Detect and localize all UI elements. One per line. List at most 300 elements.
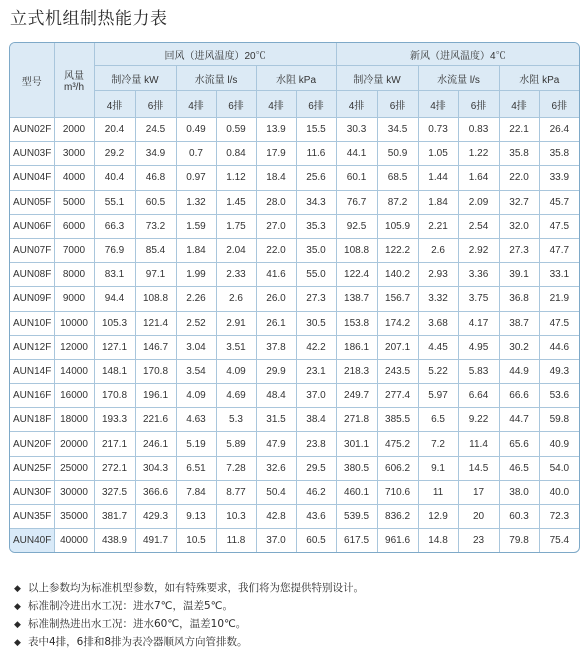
airflow-cell: 40000 [54, 529, 94, 553]
value-cell: 22.0 [256, 238, 296, 262]
value-cell: 83.1 [94, 263, 135, 287]
model-cell: AUN40F [10, 529, 54, 553]
value-cell: 617.5 [336, 529, 377, 553]
value-cell: 7.84 [176, 480, 216, 504]
value-cell: 105.3 [94, 311, 135, 335]
value-cell: 60.5 [296, 529, 336, 553]
model-header: 型号 [10, 43, 54, 118]
value-cell: 28.0 [256, 190, 296, 214]
value-cell: 429.3 [135, 505, 176, 529]
value-cell: 221.6 [135, 408, 176, 432]
value-cell: 10.3 [216, 505, 256, 529]
value-cell: 138.7 [336, 287, 377, 311]
value-cell: 1.75 [216, 214, 256, 238]
value-cell: 5.89 [216, 432, 256, 456]
value-cell: 140.2 [377, 263, 418, 287]
value-cell: 45.7 [539, 190, 579, 214]
value-cell: 44.6 [539, 335, 579, 359]
value-cell: 26.1 [256, 311, 296, 335]
return-air-header: 回风（进风温度）20℃ [94, 43, 336, 66]
table-row [10, 408, 579, 432]
value-cell: 31.5 [256, 408, 296, 432]
value-cell: 15.5 [296, 118, 336, 142]
note-text: 标准制冷进出水工况：进水7℃，温差5℃。 [28, 600, 233, 612]
value-cell: 1.64 [458, 166, 499, 190]
value-cell: 7.28 [216, 456, 256, 480]
value-cell: 35.8 [539, 142, 579, 166]
value-cell: 1.44 [418, 166, 458, 190]
value-cell: 4.95 [458, 335, 499, 359]
table-row [10, 456, 579, 480]
value-cell: 35.3 [296, 214, 336, 238]
value-cell: 0.84 [216, 142, 256, 166]
return-water-resist-header: 水阻 kPa [256, 66, 336, 91]
value-cell: 97.1 [135, 263, 176, 287]
model-cell: AUN06F [10, 214, 54, 238]
table-row [10, 238, 579, 262]
value-cell: 0.7 [176, 142, 216, 166]
row6-header: 6排 [135, 91, 176, 118]
model-cell: AUN10F [10, 311, 54, 335]
value-cell: 108.8 [336, 238, 377, 262]
value-cell: 30.3 [336, 118, 377, 142]
note-item [14, 634, 364, 652]
value-cell: 32.7 [499, 190, 539, 214]
value-cell: 24.5 [135, 118, 176, 142]
value-cell: 37.0 [296, 384, 336, 408]
model-cell: AUN05F [10, 190, 54, 214]
value-cell: 11 [418, 480, 458, 504]
model-cell: AUN04F [10, 166, 54, 190]
value-cell: 6.5 [418, 408, 458, 432]
value-cell: 246.1 [135, 432, 176, 456]
table-row [10, 432, 579, 456]
value-cell: 76.9 [94, 238, 135, 262]
value-cell: 20 [458, 505, 499, 529]
note-item [14, 580, 364, 598]
value-cell: 2.09 [458, 190, 499, 214]
value-cell: 2.21 [418, 214, 458, 238]
value-cell: 72.3 [539, 505, 579, 529]
value-cell: 380.5 [336, 456, 377, 480]
value-cell: 156.7 [377, 287, 418, 311]
note-text: 表中4排，6排和8排为表冷器顺风方向管排数。 [28, 636, 248, 648]
value-cell: 3.54 [176, 359, 216, 383]
value-cell: 3.04 [176, 335, 216, 359]
value-cell: 38.0 [499, 480, 539, 504]
value-cell: 1.59 [176, 214, 216, 238]
value-cell: 29.2 [94, 142, 135, 166]
value-cell: 8.77 [216, 480, 256, 504]
value-cell: 186.1 [336, 335, 377, 359]
return-cooling-header: 制冷量 kW [94, 66, 176, 91]
value-cell: 27.3 [499, 238, 539, 262]
value-cell: 35.0 [296, 238, 336, 262]
airflow-cell: 18000 [54, 408, 94, 432]
model-cell: AUN02F [10, 118, 54, 142]
value-cell: 153.8 [336, 311, 377, 335]
airflow-header [54, 43, 94, 118]
value-cell: 40.4 [94, 166, 135, 190]
value-cell: 385.5 [377, 408, 418, 432]
fresh-water-resist-header: 水阻 kPa [499, 66, 579, 91]
value-cell: 9.1 [418, 456, 458, 480]
value-cell: 4.69 [216, 384, 256, 408]
airflow-cell: 16000 [54, 384, 94, 408]
value-cell: 1.05 [418, 142, 458, 166]
airflow-cell: 8000 [54, 263, 94, 287]
model-cell: AUN35F [10, 505, 54, 529]
value-cell: 13.9 [256, 118, 296, 142]
diamond-bullet-icon: ◆ [14, 602, 21, 612]
value-cell: 39.1 [499, 263, 539, 287]
value-cell: 76.7 [336, 190, 377, 214]
model-cell: AUN16F [10, 384, 54, 408]
table-row [10, 287, 579, 311]
value-cell: 60.5 [135, 190, 176, 214]
note-text: 标准制热进出水工况：进水60℃，温差10℃。 [28, 618, 247, 630]
diamond-bullet-icon: ◆ [14, 584, 21, 594]
value-cell: 23.1 [296, 359, 336, 383]
airflow-cell: 4000 [54, 166, 94, 190]
value-cell: 12.9 [418, 505, 458, 529]
value-cell: 170.8 [94, 384, 135, 408]
value-cell: 48.4 [256, 384, 296, 408]
value-cell: 2.54 [458, 214, 499, 238]
value-cell: 32.0 [499, 214, 539, 238]
value-cell: 42.2 [296, 335, 336, 359]
table-row [10, 529, 579, 553]
value-cell: 29.5 [296, 456, 336, 480]
note-item [14, 616, 364, 634]
value-cell: 46.5 [499, 456, 539, 480]
value-cell: 46.8 [135, 166, 176, 190]
value-cell: 22.0 [499, 166, 539, 190]
value-cell: 36.8 [499, 287, 539, 311]
value-cell: 1.12 [216, 166, 256, 190]
heating-capacity-table-wrapper [9, 42, 580, 553]
value-cell: 17.9 [256, 142, 296, 166]
value-cell: 2.91 [216, 311, 256, 335]
value-cell: 43.6 [296, 505, 336, 529]
value-cell: 491.7 [135, 529, 176, 553]
row4-header: 4排 [499, 91, 539, 118]
value-cell: 38.4 [296, 408, 336, 432]
value-cell: 0.49 [176, 118, 216, 142]
value-cell: 0.97 [176, 166, 216, 190]
value-cell: 53.6 [539, 384, 579, 408]
value-cell: 60.3 [499, 505, 539, 529]
row6-header: 6排 [458, 91, 499, 118]
value-cell: 243.5 [377, 359, 418, 383]
value-cell: 50.4 [256, 480, 296, 504]
heating-capacity-table [10, 43, 579, 552]
value-cell: 217.1 [94, 432, 135, 456]
value-cell: 1.84 [418, 190, 458, 214]
value-cell: 4.09 [216, 359, 256, 383]
value-cell: 539.5 [336, 505, 377, 529]
value-cell: 2.92 [458, 238, 499, 262]
value-cell: 11.8 [216, 529, 256, 553]
table-row [10, 263, 579, 287]
value-cell: 218.3 [336, 359, 377, 383]
value-cell: 42.8 [256, 505, 296, 529]
model-cell: AUN20F [10, 432, 54, 456]
value-cell: 30.2 [499, 335, 539, 359]
value-cell: 5.3 [216, 408, 256, 432]
value-cell: 5.83 [458, 359, 499, 383]
table-row [10, 335, 579, 359]
row4-header: 4排 [176, 91, 216, 118]
value-cell: 73.2 [135, 214, 176, 238]
value-cell: 37.8 [256, 335, 296, 359]
row4-header: 4排 [418, 91, 458, 118]
value-cell: 35.8 [499, 142, 539, 166]
value-cell: 40.0 [539, 480, 579, 504]
value-cell: 85.4 [135, 238, 176, 262]
value-cell: 14.5 [458, 456, 499, 480]
note-item [14, 598, 364, 616]
row4-header: 4排 [336, 91, 377, 118]
airflow-cell: 3000 [54, 142, 94, 166]
value-cell: 3.75 [458, 287, 499, 311]
value-cell: 475.2 [377, 432, 418, 456]
value-cell: 249.7 [336, 384, 377, 408]
table-row [10, 311, 579, 335]
table-row [10, 142, 579, 166]
value-cell: 105.9 [377, 214, 418, 238]
value-cell: 170.8 [135, 359, 176, 383]
value-cell: 75.4 [539, 529, 579, 553]
value-cell: 34.5 [377, 118, 418, 142]
airflow-cell: 12000 [54, 335, 94, 359]
value-cell: 148.1 [94, 359, 135, 383]
value-cell: 44.1 [336, 142, 377, 166]
airflow-unit: m³/h [64, 82, 84, 93]
value-cell: 0.83 [458, 118, 499, 142]
value-cell: 9.22 [458, 408, 499, 432]
value-cell: 271.8 [336, 408, 377, 432]
model-cell: AUN25F [10, 456, 54, 480]
airflow-cell: 10000 [54, 311, 94, 335]
page-title: 立式机组制热能力表 [10, 9, 168, 29]
table-row [10, 384, 579, 408]
value-cell: 54.0 [539, 456, 579, 480]
value-cell: 836.2 [377, 505, 418, 529]
row6-header: 6排 [216, 91, 256, 118]
value-cell: 40.9 [539, 432, 579, 456]
value-cell: 193.3 [94, 408, 135, 432]
model-cell: AUN30F [10, 480, 54, 504]
value-cell: 121.4 [135, 311, 176, 335]
table-row [10, 118, 579, 142]
airflow-cell: 30000 [54, 480, 94, 504]
value-cell: 94.4 [94, 287, 135, 311]
value-cell: 2.04 [216, 238, 256, 262]
table-row [10, 166, 579, 190]
value-cell: 2.26 [176, 287, 216, 311]
fresh-cooling-header: 制冷量 kW [336, 66, 418, 91]
value-cell: 961.6 [377, 529, 418, 553]
airflow-cell: 20000 [54, 432, 94, 456]
value-cell: 34.9 [135, 142, 176, 166]
table-body [10, 118, 579, 553]
value-cell: 49.3 [539, 359, 579, 383]
diamond-bullet-icon: ◆ [14, 620, 21, 630]
value-cell: 59.8 [539, 408, 579, 432]
value-cell: 29.9 [256, 359, 296, 383]
value-cell: 438.9 [94, 529, 135, 553]
value-cell: 30.5 [296, 311, 336, 335]
value-cell: 0.73 [418, 118, 458, 142]
value-cell: 0.59 [216, 118, 256, 142]
value-cell: 44.7 [499, 408, 539, 432]
value-cell: 46.2 [296, 480, 336, 504]
value-cell: 47.7 [539, 238, 579, 262]
value-cell: 55.1 [94, 190, 135, 214]
value-cell: 21.9 [539, 287, 579, 311]
value-cell: 1.45 [216, 190, 256, 214]
value-cell: 22.1 [499, 118, 539, 142]
airflow-label: 风量 [64, 71, 84, 82]
value-cell: 47.9 [256, 432, 296, 456]
value-cell: 10.5 [176, 529, 216, 553]
value-cell: 65.6 [499, 432, 539, 456]
value-cell: 5.97 [418, 384, 458, 408]
value-cell: 2.33 [216, 263, 256, 287]
value-cell: 32.6 [256, 456, 296, 480]
value-cell: 3.36 [458, 263, 499, 287]
table-row [10, 214, 579, 238]
return-water-flow-header: 水流量 l/s [176, 66, 256, 91]
row6-header: 6排 [539, 91, 579, 118]
airflow-cell: 9000 [54, 287, 94, 311]
value-cell: 2.52 [176, 311, 216, 335]
row6-header: 6排 [377, 91, 418, 118]
table-row [10, 505, 579, 529]
value-cell: 33.9 [539, 166, 579, 190]
value-cell: 327.5 [94, 480, 135, 504]
value-cell: 50.9 [377, 142, 418, 166]
value-cell: 3.51 [216, 335, 256, 359]
note-text: 以上参数均为标准机型参数，如有特殊要求，我们将为您提供特别设计。 [28, 582, 364, 594]
value-cell: 6.51 [176, 456, 216, 480]
value-cell: 26.4 [539, 118, 579, 142]
value-cell: 14.8 [418, 529, 458, 553]
value-cell: 26.0 [256, 287, 296, 311]
airflow-cell: 25000 [54, 456, 94, 480]
value-cell: 127.1 [94, 335, 135, 359]
row4-header: 4排 [256, 91, 296, 118]
value-cell: 66.3 [94, 214, 135, 238]
value-cell: 5.19 [176, 432, 216, 456]
value-cell: 11.4 [458, 432, 499, 456]
value-cell: 3.32 [418, 287, 458, 311]
value-cell: 4.09 [176, 384, 216, 408]
fresh-water-flow-header: 水流量 l/s [418, 66, 499, 91]
value-cell: 108.8 [135, 287, 176, 311]
value-cell: 23.8 [296, 432, 336, 456]
diamond-bullet-icon: ◆ [14, 638, 21, 648]
table-row [10, 359, 579, 383]
value-cell: 122.2 [377, 238, 418, 262]
value-cell: 6.64 [458, 384, 499, 408]
value-cell: 3.68 [418, 311, 458, 335]
table-row [10, 190, 579, 214]
model-cell: AUN09F [10, 287, 54, 311]
row6-header: 6排 [296, 91, 336, 118]
value-cell: 710.6 [377, 480, 418, 504]
value-cell: 2.6 [216, 287, 256, 311]
value-cell: 38.7 [499, 311, 539, 335]
value-cell: 2.6 [418, 238, 458, 262]
model-cell: AUN03F [10, 142, 54, 166]
value-cell: 7.2 [418, 432, 458, 456]
value-cell: 304.3 [135, 456, 176, 480]
value-cell: 207.1 [377, 335, 418, 359]
value-cell: 47.5 [539, 214, 579, 238]
model-cell: AUN07F [10, 238, 54, 262]
model-cell: AUN08F [10, 263, 54, 287]
value-cell: 5.22 [418, 359, 458, 383]
value-cell: 4.45 [418, 335, 458, 359]
value-cell: 4.17 [458, 311, 499, 335]
value-cell: 196.1 [135, 384, 176, 408]
value-cell: 9.13 [176, 505, 216, 529]
value-cell: 47.5 [539, 311, 579, 335]
airflow-cell: 2000 [54, 118, 94, 142]
model-cell: AUN12F [10, 335, 54, 359]
value-cell: 37.0 [256, 529, 296, 553]
value-cell: 11.6 [296, 142, 336, 166]
value-cell: 18.4 [256, 166, 296, 190]
model-cell: AUN14F [10, 359, 54, 383]
value-cell: 79.8 [499, 529, 539, 553]
value-cell: 27.0 [256, 214, 296, 238]
value-cell: 68.5 [377, 166, 418, 190]
value-cell: 1.22 [458, 142, 499, 166]
value-cell: 33.1 [539, 263, 579, 287]
airflow-cell: 6000 [54, 214, 94, 238]
value-cell: 460.1 [336, 480, 377, 504]
model-cell: AUN18F [10, 408, 54, 432]
value-cell: 27.3 [296, 287, 336, 311]
fresh-air-header: 新风（进风温度）4℃ [336, 43, 579, 66]
value-cell: 366.6 [135, 480, 176, 504]
value-cell: 301.1 [336, 432, 377, 456]
value-cell: 17 [458, 480, 499, 504]
airflow-cell: 14000 [54, 359, 94, 383]
value-cell: 60.1 [336, 166, 377, 190]
value-cell: 92.5 [336, 214, 377, 238]
airflow-cell: 35000 [54, 505, 94, 529]
notes-list [14, 580, 364, 652]
value-cell: 41.6 [256, 263, 296, 287]
value-cell: 44.9 [499, 359, 539, 383]
value-cell: 2.93 [418, 263, 458, 287]
value-cell: 34.3 [296, 190, 336, 214]
value-cell: 277.4 [377, 384, 418, 408]
airflow-cell: 7000 [54, 238, 94, 262]
value-cell: 87.2 [377, 190, 418, 214]
table-row [10, 480, 579, 504]
value-cell: 1.99 [176, 263, 216, 287]
value-cell: 174.2 [377, 311, 418, 335]
value-cell: 1.32 [176, 190, 216, 214]
row4-header: 4排 [94, 91, 135, 118]
value-cell: 66.6 [499, 384, 539, 408]
value-cell: 146.7 [135, 335, 176, 359]
